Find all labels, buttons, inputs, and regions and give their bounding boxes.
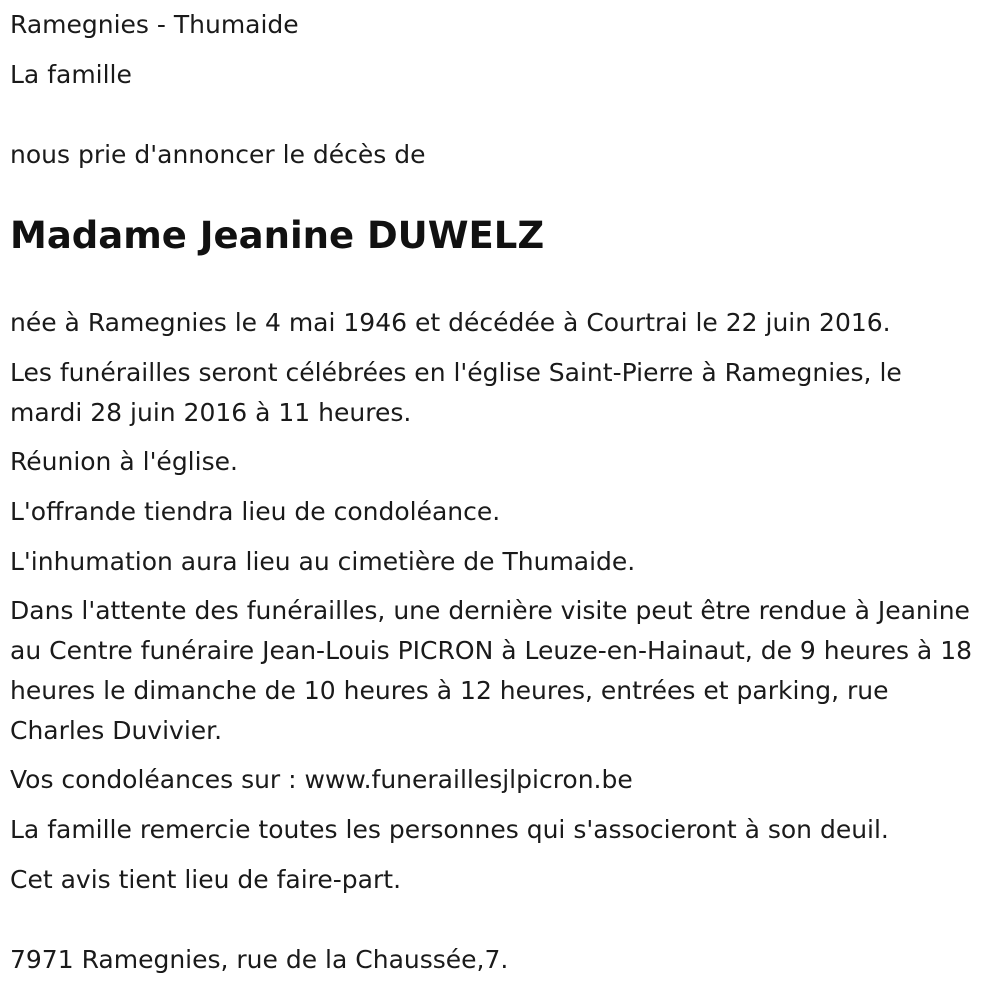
thanks-line: La famille remercie toutes les personnes qui s'associeront à son deuil. [10, 815, 889, 844]
funeral-paragraph: Les funérailles seront célébrées en l'église Saint-Pierre à Ramegnies, le mardi 28 juin 2016 à 11 heures. [10, 358, 902, 427]
address-line: 7971 Ramegnies, rue de la Chaussée,7. [10, 945, 509, 974]
offering-line: L'offrande tiendra lieu de condoléance. [10, 497, 501, 526]
deceased-name: Madame Jeanine DUWELZ [10, 214, 545, 257]
family-intro: La famille [10, 60, 132, 89]
visit-paragraph: Dans l'attente des funérailles, une dernière visite peut être rendue à Jeanine au Centre funéraire Jean-Louis PICRON à Leuze-en-Hainaut, de 9 heures à 18 heures le dimanche de 10 heures à 12 heures, entrées et parking, rue Charles Duvivier. [10, 596, 973, 745]
announcement-line: nous prie d'annoncer le décès de [10, 140, 426, 169]
meeting-line: Réunion à l'église. [10, 447, 238, 476]
faire-part-line: Cet avis tient lieu de faire-part. [10, 865, 402, 894]
birth-death-line: née à Ramegnies le 4 mai 1946 et décédée à Courtrai le 22 juin 2016. [10, 308, 891, 337]
condolences-line: Vos condoléances sur : www.funeraillesjlpicron.be [10, 765, 633, 794]
location-line: Ramegnies - Thumaide [10, 10, 299, 39]
burial-line: L'inhumation aura lieu au cimetière de Thumaide. [10, 547, 636, 576]
